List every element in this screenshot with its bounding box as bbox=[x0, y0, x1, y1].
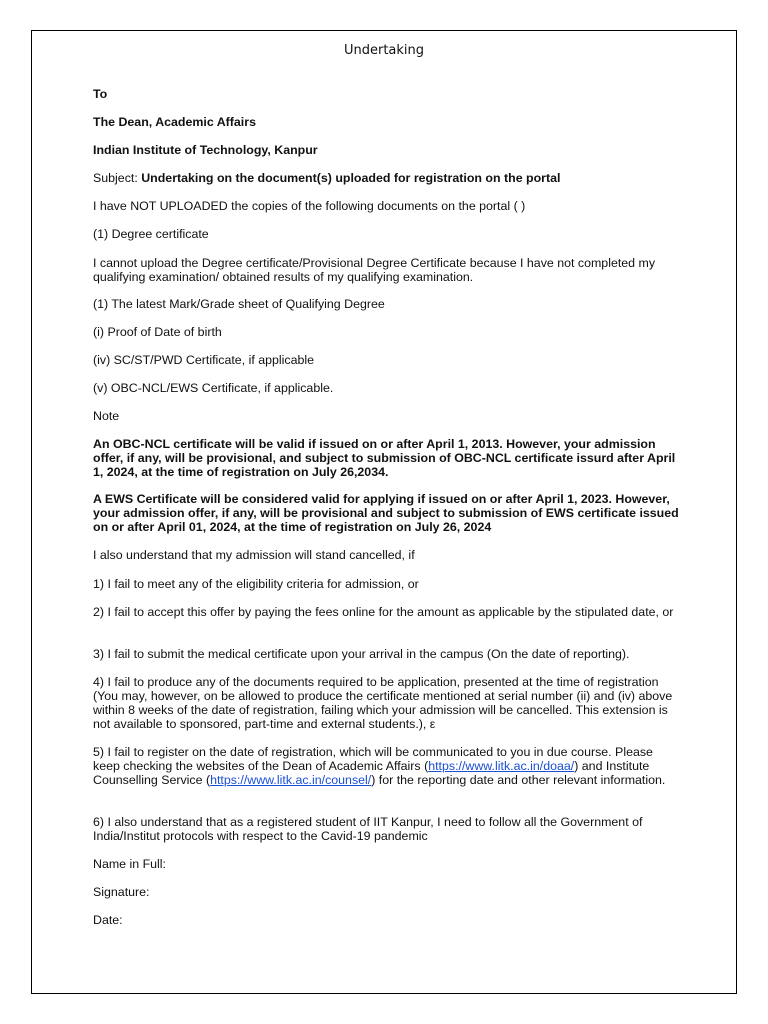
condition-6: 6) I also understand that as a registered student of IIT Kanpur, I need to follow all the Government of India/Institut protocols with respect to the Cavid-19 pandemic bbox=[93, 815, 643, 843]
subject-label: Subject: bbox=[93, 171, 142, 185]
note-obc-ncl: An OBC-NCL certificate will be valid if issued on or after April 1, 2013. However, your admission offer, if any, will be provisional, and subject to submission of OBC-NCL certificate issurd after April 1, 2024, at the time of registration on July 26,2034. bbox=[93, 437, 676, 479]
condition-5-text-a: 5) I fail to register on the date of registration, which will be communicated to you in due course. Please keep checking the websites of the Dean of Academic Affairs ( bbox=[93, 745, 653, 773]
item-degree-certificate: (1) Degree certificate bbox=[93, 227, 209, 241]
to-line: To bbox=[93, 87, 108, 101]
condition-1: 1) I fail to meet any of the eligibility criteria for admission, or bbox=[93, 577, 419, 591]
name-in-full-label: Name in Full: bbox=[93, 857, 166, 871]
cancellation-intro: I also understand that my admission will stand cancelled, if bbox=[93, 548, 415, 562]
condition-5-text-b: ) and Institute Counselling Service ( bbox=[93, 759, 650, 787]
note-label: Note bbox=[93, 409, 120, 423]
document-title: Undertaking bbox=[343, 43, 425, 58]
item-marksheet: (1) The latest Mark/Grade sheet of Qualifying Degree bbox=[93, 297, 385, 311]
counsel-link[interactable]: https://www.litk.ac.in/counsel/ bbox=[210, 773, 372, 787]
condition-4: 4) I fail to produce any of the documents required to be application, presented at the time of registration (You may, however, on be allowed to produce the certificate mentioned at serial number (ii) and (iv) above within 8 weeks of the date of registration, failing which your admission will be cancelled. This extension is not available to sponsored, part-time and external students.), ε bbox=[93, 675, 673, 731]
condition-3: 3) I fail to submit the medical certificate upon your arrival in the campus (On the date of reporting). bbox=[93, 647, 630, 661]
date-label: Date: bbox=[93, 913, 123, 927]
subject-line bbox=[93, 171, 683, 185]
item-sc-st-pwd: (iv) SC/ST/PWD Certificate, if applicable bbox=[93, 353, 315, 367]
cannot-upload-statement: I cannot upload the Degree certificate/Provisional Degree Certificate because I have not completed my qualifying examination/ obtained results of my qualifying examination. bbox=[93, 256, 656, 284]
condition-5-text-c: ) for the reporting date and other relevant information. bbox=[371, 773, 666, 787]
condition-5 bbox=[93, 745, 683, 787]
addressee-institute: Indian Institute of Technology, Kanpur bbox=[93, 143, 318, 157]
not-uploaded-statement: I have NOT UPLOADED the copies of the following documents on the portal ( ) bbox=[93, 199, 526, 213]
addressee-dean: The Dean, Academic Affairs bbox=[93, 115, 256, 129]
doaa-link[interactable]: https://www.litk.ac.in/doaa/ bbox=[428, 759, 575, 773]
note-ews: A EWS Certificate will be considered valid for applying if issued on or after April 1, 2023. However, your admission offer, if any, will be provisional and subject to submission of EWS certificate issued on or after April 01, 2024, at the time of registration on July 26, 2024 bbox=[93, 492, 679, 534]
item-date-of-birth: (i) Proof of Date of birth bbox=[93, 325, 222, 339]
subject-text: Undertaking on the document(s) uploaded for registration on the portal bbox=[141, 171, 561, 185]
condition-2: 2) I fail to accept this offer by paying the fees online for the amount as applicable by the stipulated date, or bbox=[93, 605, 674, 619]
signature-label: Signature: bbox=[93, 885, 150, 899]
item-obc-ews: (v) OBC-NCL/EWS Certificate, if applicable. bbox=[93, 381, 334, 395]
